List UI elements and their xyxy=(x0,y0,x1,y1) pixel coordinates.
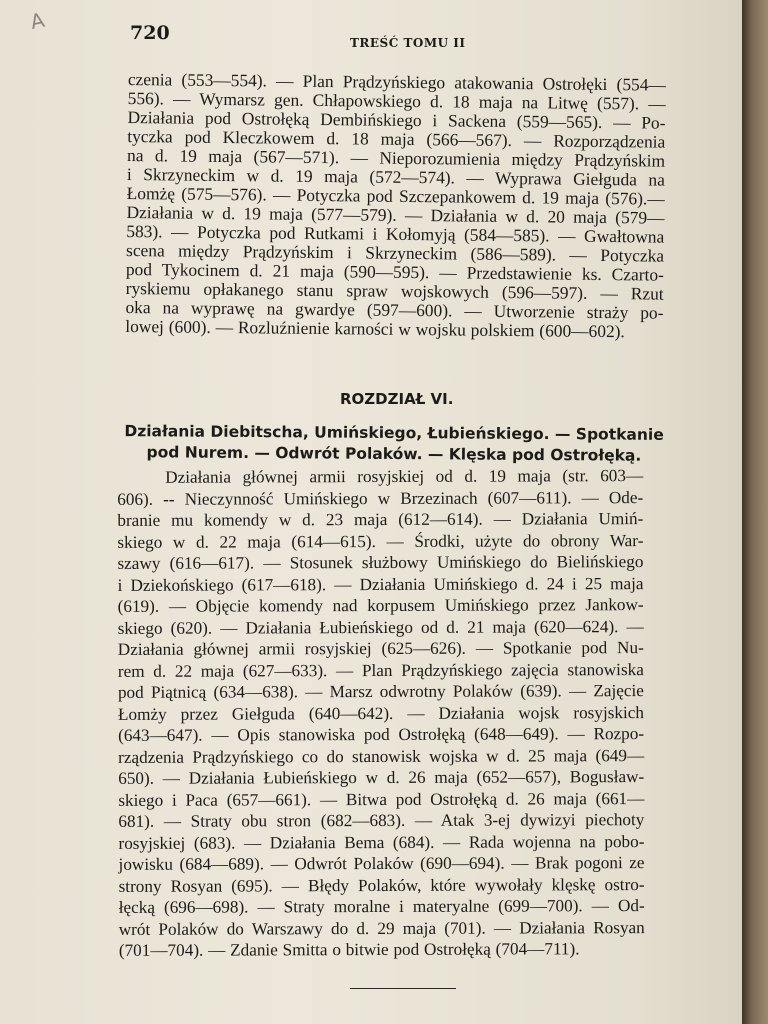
text-line: Działania głównej armii rosyjskiej (625—626). — Spotkanie pod Nu- xyxy=(117,638,644,659)
text-line: i Skrzyneckim w d. 19 maja (572—574). — Wyprawa Giełguda na xyxy=(126,163,665,190)
text-line: pod Tykocinem d. 21 maja (590—595). — Przedstawienie ks. Czarto- xyxy=(125,258,664,285)
chapter-title-line-1: Działania Diebitscha, Umińskiego, Łubieńskiego. — Spotkanie xyxy=(124,422,664,444)
text-line: (643—647). — Opis stanowiska pod Ostrołęką (648—649). — Rozpo- xyxy=(118,724,645,745)
text-line: (701—704). — Zdanie Smitta o bitwie pod Ostrołęką (704—711). xyxy=(118,939,580,960)
text-line: i Dziekońskiego (617—618). — Działania Umińskiego d. 24 i 25 maja xyxy=(117,573,644,595)
book-edge xyxy=(742,0,768,1024)
text-line: łęcką (696—698). — Straty moralne i materyalne (699—700). — Od- xyxy=(118,896,645,917)
text-line: lowej (600). — Rozluźnienie karności w wojsku polskiem (600—602). xyxy=(125,315,625,342)
text-line: Łomżę (575—576). — Potyczka pod Szczepankowem d. 19 maja (576).— xyxy=(126,182,665,209)
text-line: 681). — Straty obu stron (682—683). — Atak 3-ej dywizyi piechoty xyxy=(118,810,645,831)
chapter-heading: ROZDZIAŁ VI. xyxy=(340,390,454,408)
text-line: szawy (616—617). — Stosunek służbowy Umińskiego do Bielińskiego xyxy=(117,552,644,573)
running-head: TREŚĆ TOMU II xyxy=(350,36,466,50)
text-line: rządzenia Prądzyńskiego co do stanowisk wojska w d. 25 maja (649— xyxy=(118,745,645,767)
text-line: tyczka pod Kleczkowem d. 18 maja (566—567). — Rozporządzenia xyxy=(127,125,666,152)
page-number: 720 xyxy=(130,22,170,44)
text-line: scena między Prądzyńskim i Skrzyneckim (586—589). — Potyczka xyxy=(126,239,665,266)
text-line: 606). -- Nieczynność Umińskiego w Brzezinach (607—611). — Ode- xyxy=(117,487,644,509)
text-line: jowisku (684—689). — Odwrót Polaków (690—694). — Brak pogoni ze xyxy=(118,853,645,874)
text-line: skiego (620). — Działania Łubieńskiego od d. 21 maja (620—624). — xyxy=(117,616,644,638)
text-line: oka na wyprawę na gwardye (597—600). — Utworzenie straży po- xyxy=(125,296,664,323)
text-line: 556). — Wymarsz gen. Chłapowskiego d. 18 maja na Litwę (557). — xyxy=(127,87,666,114)
chapter-title-line-2: pod Nurem. — Odwrót Polaków. — Klęska pod Ostrołęką. xyxy=(146,443,642,465)
footer-rule xyxy=(350,988,456,989)
text-line: wrót Polaków do Warszawy do d. 29 maja (701). — Działania Rosyan xyxy=(118,917,645,939)
text-line: branie mu komendy w d. 23 maja (612—614). — Działania Umiń- xyxy=(117,509,644,530)
text-line: skiego w d. 22 maja (614—615). — Środki, użyte do obrony War- xyxy=(117,530,644,552)
chapter-title xyxy=(118,421,670,467)
text-line: Działania w d. 19 maja (577—579). — Działania w d. 20 maja (579— xyxy=(126,201,665,228)
text-line: rosyjskiej (683). — Działania Bema (684). — Rada wojenna na pobo- xyxy=(118,831,645,853)
text-line: ryskiemu opłakanego stanu spraw wojskowych (596—597). — Rzut xyxy=(125,277,664,304)
text-line: strony Rosyan (695). — Błędy Polaków, które wywołały klęskę ostro- xyxy=(118,874,645,896)
text-line: na d. 19 maja (567—571). — Nieporozumienia między Prądzyńskim xyxy=(127,144,666,171)
text-line: 650). — Działania Łubieńskiego w d. 26 maja (652—657), Bogusław- xyxy=(118,767,645,788)
text-line: (619). — Objęcie komendy nad korpusem Umińskiego przez Jankow- xyxy=(117,595,644,616)
text-line: Działania głównej armii rosyjskiej od d. 19 maja (str. 603— xyxy=(165,466,644,487)
text-line: rem d. 22 maja (627—633). — Plan Prądzyńskiego zajęcia stanowiska xyxy=(117,659,644,681)
top-paragraph xyxy=(125,70,666,342)
text-line: Łomży przez Giełguda (640—642). — Działania wojsk rosyjskich xyxy=(117,702,645,724)
text-line: skiego i Paca (657—661). — Bitwa pod Ostrołęką d. 26 maja (661— xyxy=(118,788,645,810)
text-line: 583). — Potyczka pod Rutkami i Kołomyją (584—585). — Gwałtowna xyxy=(126,220,665,247)
text-line: Działania pod Ostrołęką Dembińskiego i Sackena (559—565). — Po- xyxy=(127,106,666,133)
text-line: pod Piątnicą (634—638). — Marsz odwrotny Polaków (639). — Zajęcie xyxy=(117,681,644,702)
text-line: czenia (553—554). — Plan Prądzyńskiego atakowania Ostrołęki (554— xyxy=(127,69,666,95)
chapter-paragraph xyxy=(117,465,645,961)
pencil-mark: A xyxy=(28,7,47,34)
